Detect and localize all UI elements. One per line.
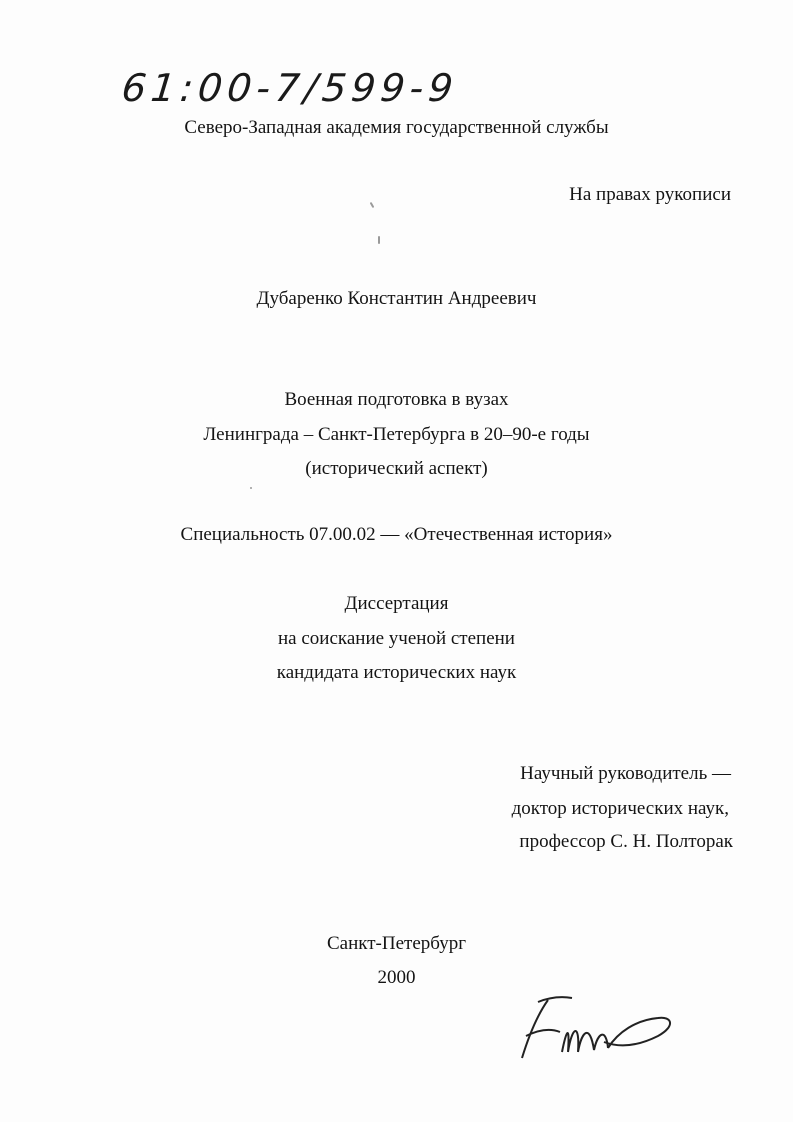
title-line-1: Военная подготовка в вузах <box>284 389 509 410</box>
scan-mark <box>370 202 375 208</box>
title-line-2: Ленинграда – Санкт-Петербурга в 20–90-е годы <box>203 424 590 445</box>
signature-graphic <box>508 992 680 1064</box>
city: Санкт-Петербург <box>326 933 466 954</box>
handwritten-catalog-number: 61:00-7/599-9 <box>119 66 460 110</box>
advisor-line-2: доктор исторических наук, <box>511 798 729 819</box>
title-line-3: (исторический аспект) <box>305 458 488 479</box>
dissertation-line-2: на соискание ученой степени <box>278 628 515 649</box>
dissertation-line-1: Диссертация <box>344 593 449 614</box>
organization-name: Северо-Западная академия государственной службы <box>184 117 609 138</box>
scan-mark <box>378 236 380 244</box>
year: 2000 <box>377 967 416 988</box>
scan-mark <box>250 487 252 489</box>
author-name: Дубаренко Константин Андреевич <box>256 288 537 309</box>
advisor-line-1: Научный руководитель — <box>520 763 731 784</box>
handwritten-signature <box>508 992 680 1064</box>
manuscript-rights-note: На правах рукописи <box>569 184 731 205</box>
specialty: Специальность 07.00.02 — «Отечественная история» <box>180 524 613 545</box>
dissertation-line-3: кандидата исторических наук <box>276 662 517 683</box>
advisor-line-3: профессор С. Н. Полторак <box>519 831 733 852</box>
